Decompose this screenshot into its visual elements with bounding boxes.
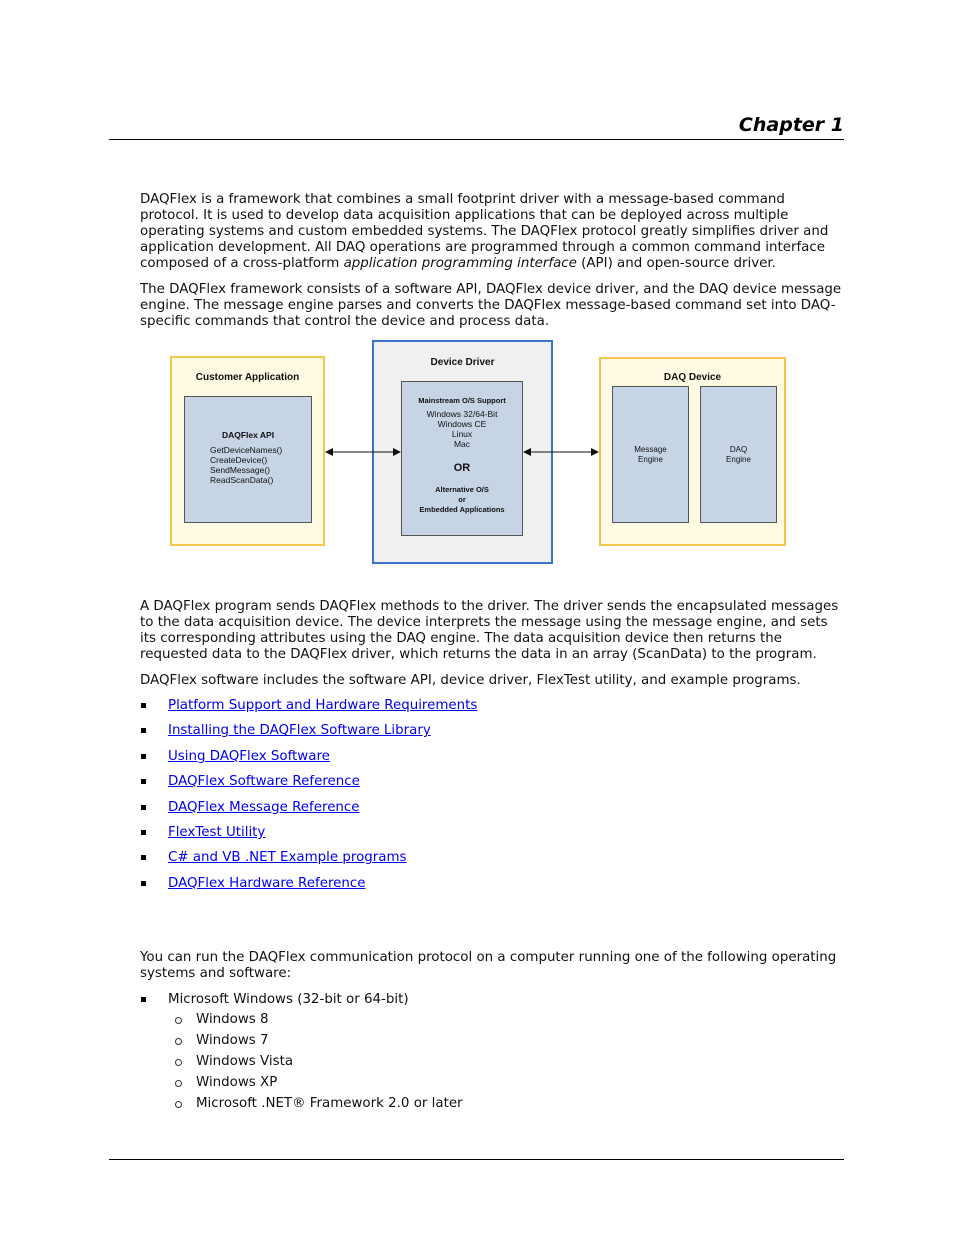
daq-device-title: DAQ Device [663,372,722,383]
os-item: Windows 32/64-Bit [426,409,498,419]
topic-link-list [140,698,477,901]
mainstream-os-title: Mainstream O/S Support [418,396,506,405]
link-installing-library[interactable]: Installing the DAQFlex Software Library [168,723,431,739]
body-paragraph-4: DAQFlex software includes the software API, device driver, FlexTest utility, and example programs. [140,673,801,688]
os-sub-label: Windows Vista [196,1054,294,1069]
api-method: SendMessage() [210,465,271,475]
bullet-square-icon [141,830,146,835]
topic-list-item [140,876,477,901]
link-using-software[interactable]: Using DAQFlex Software [168,748,330,764]
intro-p1-text: DAQFlex is a framework that combines a small footprint driver with a message-based command protocol. It is used to develop data acquisition applications that can be deployed across multiple operating systems and custom embedded systems. The DAQFlex protocol greatly simplifies driver and application development. All DAQ operations are programmed through a common command interface composed of a cross-platform [140,192,829,271]
bullet-square-icon [141,703,146,708]
os-item: Windows CE [437,419,487,429]
alt-os-line: or [458,495,466,504]
os-sub-label: Windows 8 [196,1012,269,1027]
os-sub-label: Microsoft .NET® Framework 2.0 or later [196,1096,463,1111]
os-sub-list [175,1012,463,1117]
intro-p1-italic: application programming interface [343,256,577,271]
os-sub-item [175,1054,463,1075]
bullet-square-icon [141,779,146,784]
intro-p1-tail: (API) and open-source driver. [576,256,776,271]
bullet-square-icon [141,855,146,860]
api-method: GetDeviceNames() [210,445,283,455]
api-method: CreateDevice() [210,455,268,465]
bullet-circle-icon [175,1017,182,1024]
chapter-heading: Chapter 1 [738,114,844,136]
bullet-square-icon [141,997,146,1002]
api-method: ReadScanData() [210,475,274,485]
link-software-reference[interactable]: DAQFlex Software Reference [168,774,360,790]
alt-os-line: Alternative O/S [435,485,489,494]
os-windows-label: Microsoft Windows (32-bit or 64-bit) [168,992,409,1007]
os-sub-item [175,1012,463,1033]
link-example-programs[interactable]: C# and VB .NET Example programs [168,850,407,866]
topic-list-item [140,723,477,748]
or-label: OR [453,462,471,474]
daqflex-api-title: DAQFlex API [221,430,275,440]
os-sub-item [175,1075,463,1096]
diagram-arrows [0,0,954,600]
footer-rule [109,1159,844,1160]
bullet-circle-icon [175,1101,182,1108]
bullet-circle-icon [175,1038,182,1045]
daq-engine-line: Engine [726,455,751,464]
topic-list-item [140,749,477,774]
topic-list-item [140,774,477,799]
link-flextest-utility[interactable]: FlexTest Utility [168,824,266,840]
os-item: Linux [451,429,473,439]
bullet-circle-icon [175,1059,182,1066]
topic-list-item [140,825,477,850]
os-sub-item [175,1096,463,1117]
bullet-square-icon [141,881,146,886]
bullet-square-icon [141,728,146,733]
alt-os-line: Embedded Applications [419,505,505,514]
message-engine-line: Engine [638,455,663,464]
body-paragraph-3: A DAQFlex program sends DAQFlex methods to the driver. The driver sends the encapsulated messages to the data acquisition device. The device interprets the message using the message engine, and sets its corresponding attributes using the DAQ engine. The data acquisition device then returns the requested data to the DAQFlex driver, which returns the data in an array (ScanData) to the program. [140,599,839,662]
customer-application-title: Customer Application [195,372,300,383]
topic-list-item [140,698,477,723]
os-sub-item [175,1033,463,1054]
os-item: Mac [453,439,471,449]
bullet-square-icon [141,805,146,810]
topic-list-item [140,850,477,875]
bullet-circle-icon [175,1080,182,1087]
link-hardware-reference[interactable]: DAQFlex Hardware Reference [168,875,366,891]
message-engine-line: Message [634,445,667,454]
daq-engine-line: DAQ [729,445,748,454]
os-sub-label: Windows XP [196,1075,278,1090]
intro-paragraph-2: The DAQFlex framework consists of a software API, DAQFlex device driver, and the DAQ device message engine. The message engine parses and converts the DAQFlex message-based command set into DAQ-specific commands that control the device and process data. [140,282,842,329]
os-sub-label: Windows 7 [196,1033,269,1048]
body-paragraph-5: You can run the DAQFlex communication protocol on a computer running one of the following operating systems and software: [140,950,837,981]
topic-list-item [140,800,477,825]
link-message-reference[interactable]: DAQFlex Message Reference [168,799,360,815]
device-driver-title: Device Driver [430,357,495,368]
bullet-square-icon [141,754,146,759]
link-platform-support[interactable]: Platform Support and Hardware Requirements [168,698,478,713]
